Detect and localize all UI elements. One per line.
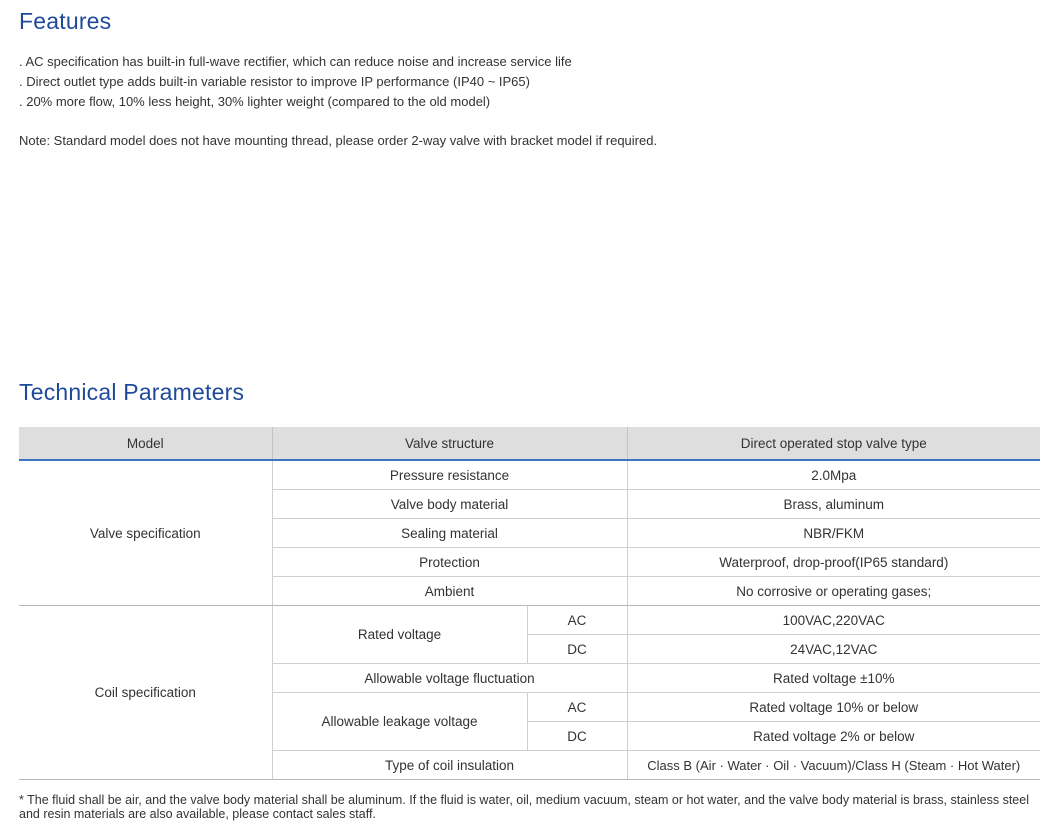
- param-value: 2.0Mpa: [627, 460, 1040, 490]
- table-row: [19, 460, 1040, 490]
- param-value: NBR/FKM: [627, 519, 1040, 548]
- param-label: Valve body material: [272, 490, 627, 519]
- coil-insulation-value: Class B (Air · Water · Oil · Vacuum)/Class H (Steam · Hot Water): [627, 751, 1040, 780]
- param-label: Protection: [272, 548, 627, 577]
- leakage-voltage-dc-value: Rated voltage 2% or below: [627, 722, 1040, 751]
- technical-parameters-heading: Technical Parameters: [19, 379, 245, 405]
- features-note: Note: Standard model does not have mounting thread, please order 2-way valve with bracket model if required.: [19, 133, 658, 148]
- param-value: No corrosive or operating gases;: [627, 577, 1040, 606]
- table-footnote: * The fluid shall be air, and the valve body material shall be aluminum. If the fluid is water, oil, medium vacuum, steam or hot water, and the valve body material is brass, stainless steel and resin materials are also available, please contact sales staff.: [19, 793, 1029, 821]
- voltage-fluctuation-value: Rated voltage ±10%: [627, 664, 1040, 693]
- coil-insulation-label: Type of coil insulation: [272, 751, 627, 780]
- feature-item-1: . AC specification has built-in full-wave rectifier, which can reduce noise and increase service life: [19, 54, 572, 69]
- param-label: Pressure resistance: [272, 460, 627, 490]
- param-value: Waterproof, drop-proof(IP65 standard): [627, 548, 1040, 577]
- header-model: Model: [19, 427, 272, 460]
- table-row: [19, 606, 1040, 635]
- leakage-voltage-dc-label: DC: [527, 722, 627, 751]
- header-valve-type: Direct operated stop valve type: [627, 427, 1040, 460]
- rated-voltage-dc-value: 24VAC,12VAC: [627, 635, 1040, 664]
- coil-spec-label: Coil specification: [19, 606, 272, 780]
- rated-voltage-ac-value: 100VAC,220VAC: [627, 606, 1040, 635]
- param-value: Brass, aluminum: [627, 490, 1040, 519]
- features-heading: Features: [19, 8, 112, 34]
- feature-item-3: . 20% more flow, 10% less height, 30% lighter weight (compared to the old model): [19, 94, 491, 109]
- features-list: [19, 52, 572, 112]
- voltage-fluctuation-label: Allowable voltage fluctuation: [272, 664, 627, 693]
- table-header-row: [19, 427, 1040, 460]
- rated-voltage-dc-label: DC: [527, 635, 627, 664]
- technical-parameters-table: [19, 427, 1040, 780]
- valve-spec-label: Valve specification: [19, 460, 272, 606]
- leakage-voltage-ac-label: AC: [527, 693, 627, 722]
- feature-item-2: . Direct outlet type adds built-in variable resistor to improve IP performance (IP40 ~ IP65): [19, 74, 530, 89]
- rated-voltage-label: Rated voltage: [272, 606, 527, 664]
- rated-voltage-ac-label: AC: [527, 606, 627, 635]
- leakage-voltage-label: Allowable leakage voltage: [272, 693, 527, 751]
- leakage-voltage-ac-value: Rated voltage 10% or below: [627, 693, 1040, 722]
- param-label: Sealing material: [272, 519, 627, 548]
- header-valve-structure: Valve structure: [272, 427, 627, 460]
- param-label: Ambient: [272, 577, 627, 606]
